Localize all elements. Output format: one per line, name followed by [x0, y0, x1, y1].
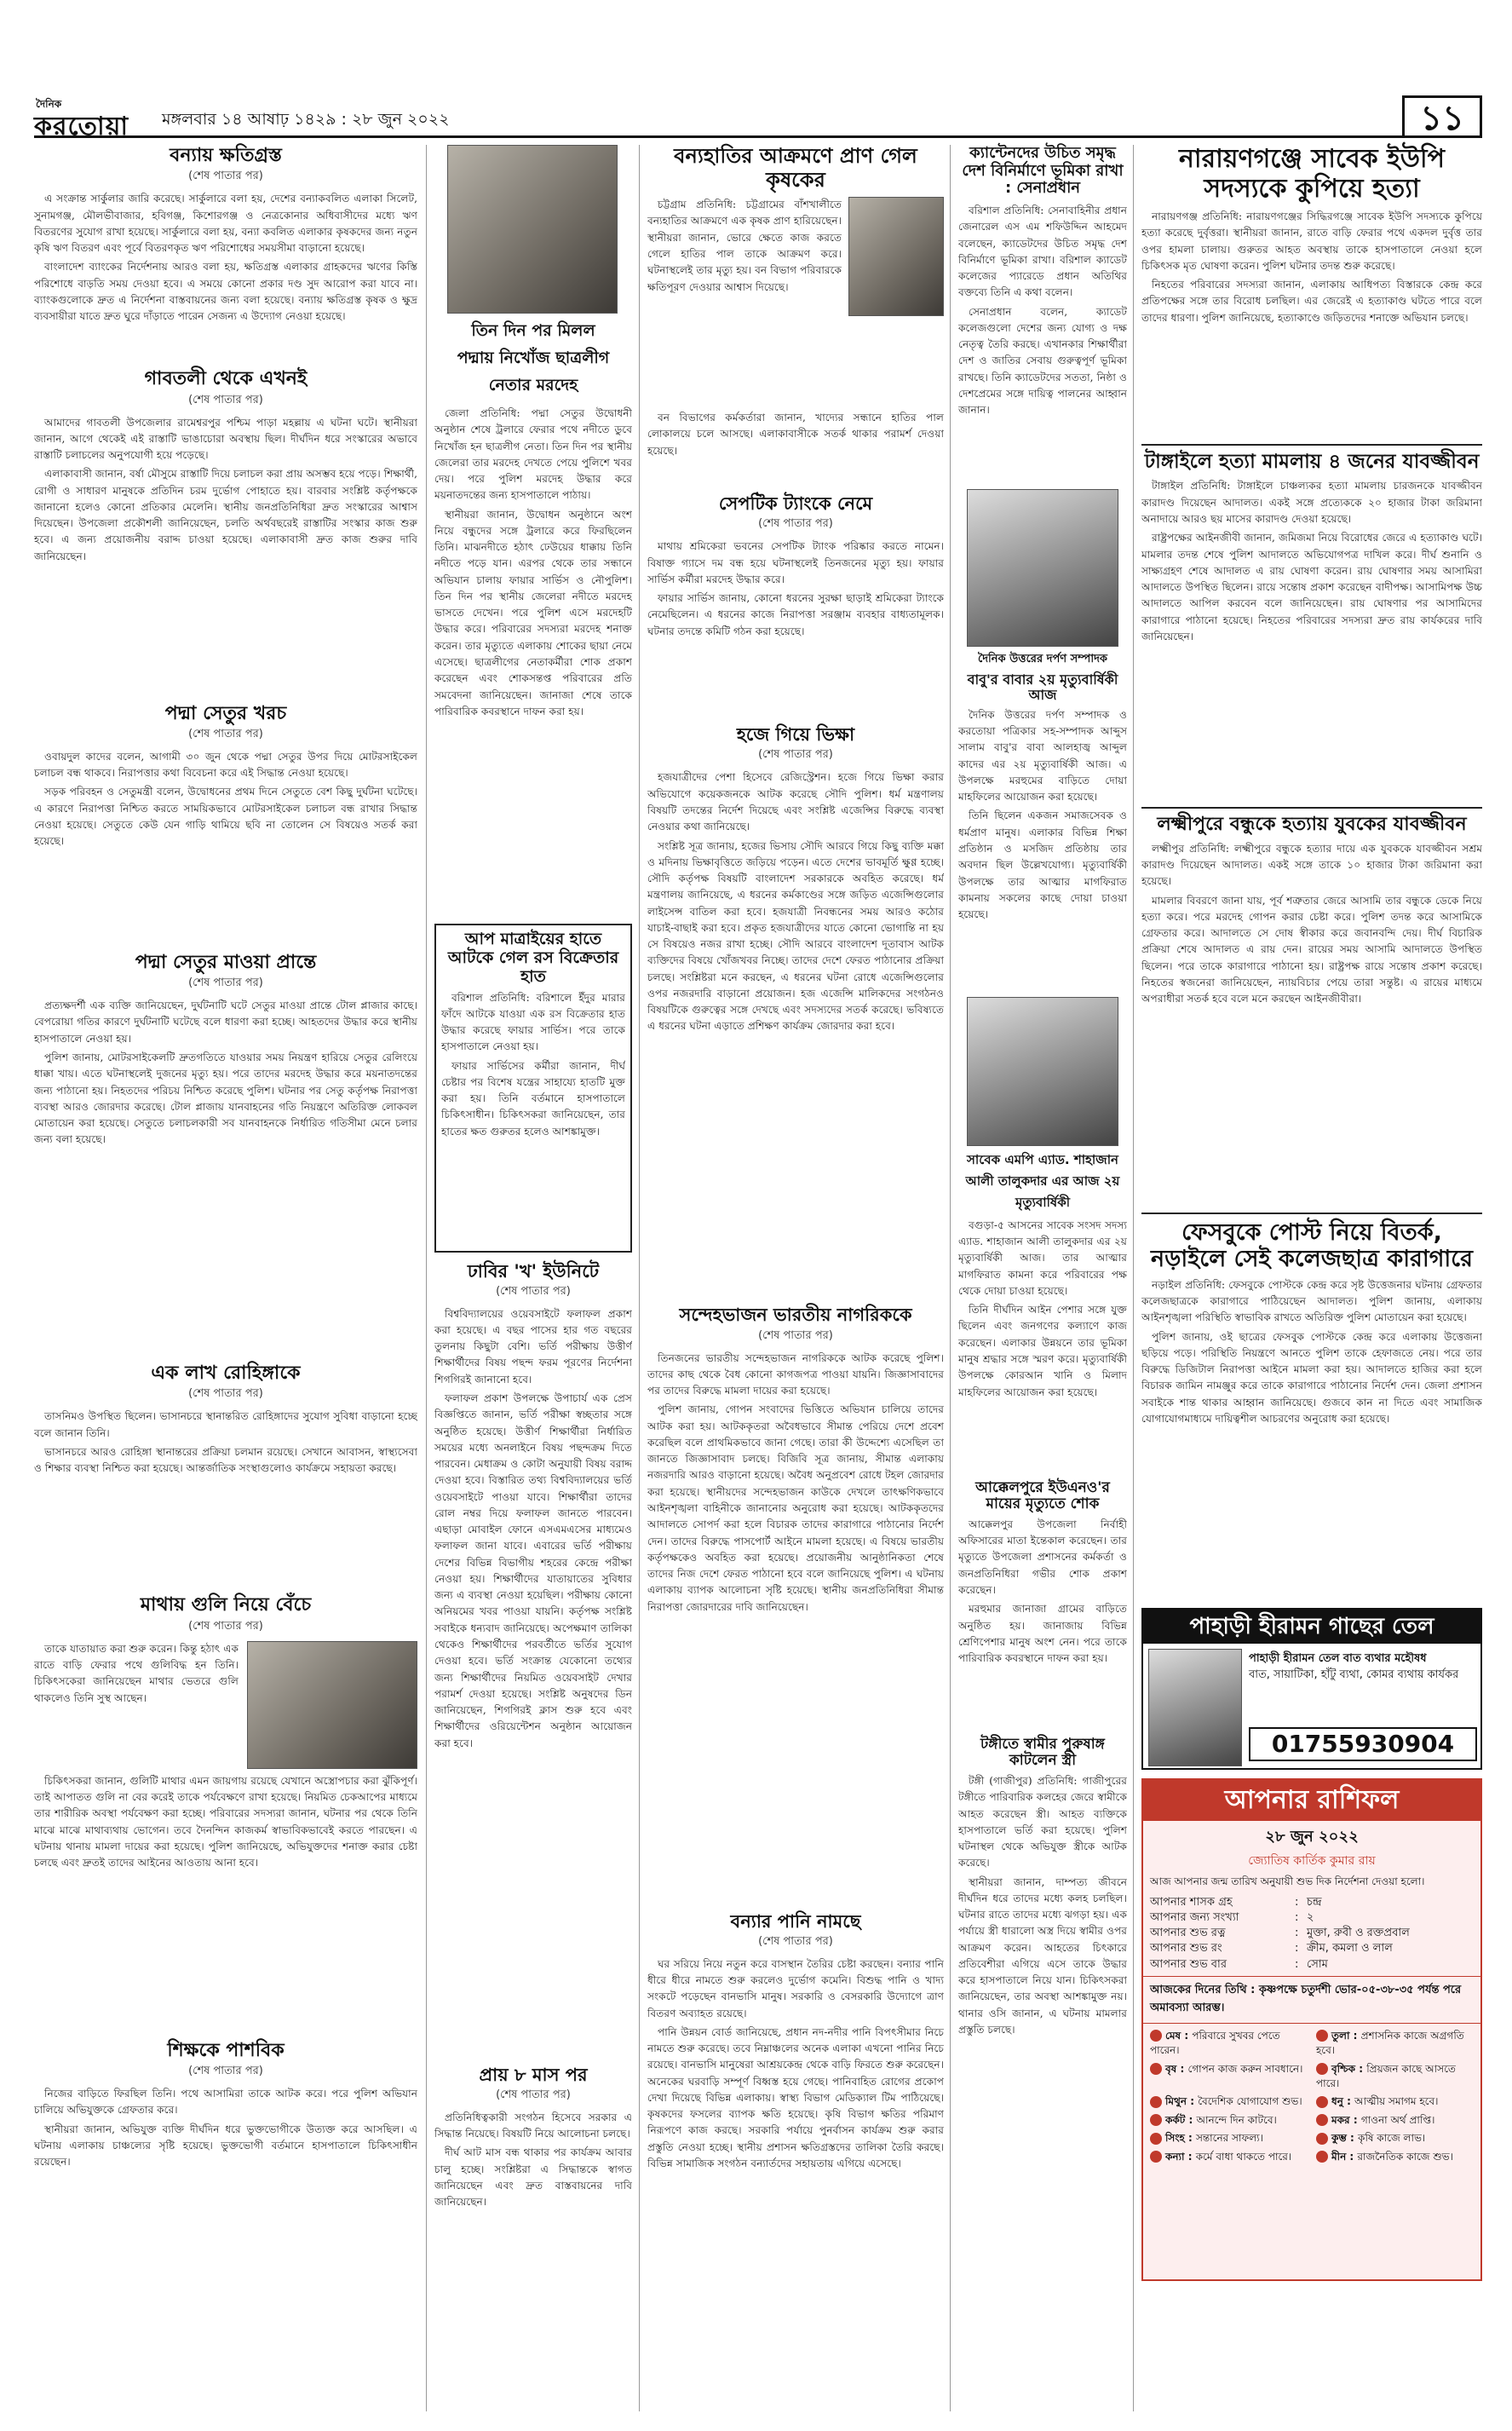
- article-body: লক্ষ্মীপুর প্রতিনিধি: লক্ষ্মীপুরে বন্ধুকে হত্যার দায়ে এক যুবককে যাবজ্জীবন সশ্রম কারাদণ্ড দিয়েছেন আদালত। একই সঙ্গে তাকে ১০ হাজার টাকা জরিমানা করা হয়েছে। মামলার বিবরণে জানা যায়, পূর্ব শত্রুতার জেরে আসামি তার বন্ধুকে ডেকে নিয়ে হত্যা করে। পরে মরদেহ গোপন করার চেষ্টা করে। পুলিশ তদন্ত করে আসামিকে গ্রেফতার করে। আদালতে সে দোষ স্বীকার করে জবানবন্দি দেয়। দীর্ঘ বিচারিক প্রক্রিয়া শেষে আদালত এ রায় দেন। রায়ের সময় আসামি আদালতে উপস্থিত ছিলেন। পরে তাকে কারাগারে পাঠানো হয়। রাষ্ট্রপক্ষ রায়ে সন্তোষ প্রকাশ করেছে। নিহতের স্বজনেরা জানিয়েছেন, ন্যায়বিচার পেয়ে তারা সন্তুষ্ট। এ রায়ের মাধ্যমে অপরাধীরা সতর্ক হবে বলে মনে করছেন আইনজীবীরা।: [1141, 842, 1482, 1005]
- zodiac-text: আনন্দে দিন কাটবে।: [1196, 2113, 1277, 2126]
- zodiac-icon: [1316, 2096, 1328, 2108]
- masthead: [34, 95, 1482, 141]
- photo-headline-line: নেতার মরদেহ: [488, 376, 578, 395]
- article-body: চিকিৎসকরা জানান, গুলিটি মাথার এমন জায়গায় রয়েছে যেখানে অস্ত্রোপচার করা ঝুঁকিপূর্ণ। তাই আপাতত গুলি না বের করেই তাকে পর্যবেক্ষণে রাখা হয়েছে। নিয়মিত চেকআপের মাধ্যমে তার শারীরিক অবস্থা পর্যবেক্ষণ করা হচ্ছে। পরিবারের সদস্যরা জানান, ঘটনার পর থেকে তিনি মাঝে মাঝে মাথাব্যথায় ভোগেন। তবে দৈনন্দিন কাজকর্ম স্বাভাবিকভাবেই করতে পারছেন। এ ঘটনায় থানায় মামলা দায়ের করা হয়েছে। পুলিশ জানিয়েছে, অভিযুক্তদের শনাক্ত করার চেষ্টা চলছে এবং দ্রুতই তাদের আইনের আওতায় আনা হবে।: [34, 1774, 417, 1869]
- logo: [34, 97, 145, 141]
- zodiac-entry: [1316, 2131, 1474, 2146]
- zodiac-entry: [1150, 2094, 1308, 2109]
- zodiac-entry: [1150, 2131, 1308, 2146]
- zodiac-icon: [1150, 2063, 1162, 2075]
- zodiac-text: সন্তানের সাফল্য।: [1195, 2132, 1263, 2145]
- article-body: আক্কেলপুর উপজেলা নির্বাহী অফিসারের মাতা ইন্তেকাল করেছেন। তার মৃত্যুতে উপজেলা প্রশাসনের কর্মকর্তা ও জনপ্রতিনিধিরা গভীর শোক প্রকাশ করেছেন। মরহুমার জানাজা গ্রামের বাড়িতে অনুষ্ঠিত হয়। জানাজায় বিভিন্ন শ্রেণিপেশার মানুষ অংশ নেন। পরে তাকে পারিবারিক কবরস্থানে দাফন করা হয়।: [958, 1518, 1127, 1665]
- ad-line: বাত, সায়াটিকা, হাঁটু ব্যথা, কোমর ব্যথায় কার্যকর: [1249, 1668, 1459, 1682]
- column-2: [434, 145, 632, 2272]
- info-separator: :: [1295, 1942, 1299, 1956]
- info-value: চন্দ্র: [1307, 1895, 1322, 1909]
- photo-caption: সাবেক এমপি এ্যাড. শাহাজান আলী তালুকদার এর আজ ২য় মৃত্যুবার্ষিকী: [965, 1151, 1120, 1210]
- article-body: টঙ্গী (গাজীপুর) প্রতিনিধি: গাজীপুরের টঙ্গীতে পারিবারিক কলহের জেরে স্বামীকে আহত করেছেন স্ত্রী। আহত ব্যক্তিকে হাসপাতালে ভর্তি করা হয়েছে। পুলিশ ঘটনাস্থল থেকে অভিযুক্ত স্ত্রীকে আটক করেছে। স্থানীয়রা জানান, দাম্পত্য জীবনে দীর্ঘদিন ধরে তাদের মধ্যে কলহ চলছিল। ঘটনার রাতে তাদের মধ্যে ঝগড়া হয়। এক পর্যায়ে স্ত্রী ধারালো অস্ত্র দিয়ে স্বামীর ওপর আক্রমণ করেন। আহতের চিৎকারে প্রতিবেশীরা এগিয়ে এসে তাকে উদ্ধার করে হাসপাতালে নিয়ে যান। চিকিৎসকরা জানিয়েছেন, তার অবস্থা আশঙ্কামুক্ত নয়। থানার ওসি জানান, এ ঘটনায় মামলার প্রস্তুতি চলছে।: [958, 1775, 1127, 2036]
- continuation-note: (শেষ পাতার পর): [758, 1934, 833, 1948]
- article-body: নারায়ণগঞ্জ প্রতিনিধি: নারায়ণগঞ্জের সিদ্ধিরগঞ্জে সাবেক ইউপি সদস্যকে কুপিয়ে হত্যা করেছে দুর্বৃত্তরা। স্থানীয়রা জানান, রাতে বাড়ি ফেরার পথে একদল দুর্বৃত্ত তার ওপর হামলা চালায়। গুরুতর আহত অবস্থায় তাকে হাসপাতালে নেওয়া হলে চিকিৎসক মৃত ঘোষণা করেন। পুলিশ ঘটনার তদন্ত শুরু করেছে। নিহতের পরিবারের সদস্যরা জানান, এলাকায় আধিপত্য বিস্তারকে কেন্দ্র করে প্রতিপক্ষের সঙ্গে তার বিরোধ চলছিল। এর জেরেই এ হত্যাকাণ্ড ঘটতে পারে বলে তাদের ধারণা। পুলিশ জানিয়েছে, হত্যাকাণ্ডে জড়িতদের শনাক্তে অভিযান চলছে।: [1141, 210, 1482, 324]
- article-body: টাঙ্গাইল প্রতিনিধি: টাঙ্গাইলে চাঞ্চল্যকর হত্যা মামলায় চারজনকে যাবজ্জীবন কারাদণ্ড দিয়েছেন আদালত। একই সঙ্গে প্রত্যেককে ২০ হাজার টাকা জরিমানা অনাদায়ে আরও ছয় মাসের কারাদণ্ড দেওয়া হয়েছে। রাষ্ট্রপক্ষের আইনজীবী জানান, জমিজমা নিয়ে বিরোধের জেরে এ হত্যাকাণ্ড ঘটে। মামলার তদন্ত শেষে পুলিশ আদালতে অভিযোগপত্র দাখিল করে। দীর্ঘ শুনানি ও সাক্ষ্যগ্রহণ শেষে আদালত এ রায় ঘোষণা করেন। রায় ঘোষণার সময় আসামিরা আদালতে উপস্থিত ছিলেন। রায়ে সন্তোষ প্রকাশ করেছেন বাদীপক্ষ। আসামিপক্ষ উচ্চ আদালতে আপিল করবেন বলে জানিয়েছেন। রায় ঘোষণার পর আসামিদের কারাগারে পাঠানো হয়েছে। নিহতের পরিবারের সদস্যরা দ্রুত রায় কার্যকরের দাবি জানিয়েছেন।: [1141, 480, 1482, 642]
- horoscope-date: ২৮ জুন ২০২২: [1265, 1827, 1359, 1846]
- headline: ফেসবুকে পোস্ট নিয়ে বিতর্ক, নড়াইলে সেই কলেজছাত্র কারাগারে: [1151, 1218, 1473, 1272]
- zodiac-name: ধনু :: [1331, 2095, 1355, 2108]
- zodiac-entry: [1316, 2062, 1474, 2092]
- article-body: তাকে যাতায়াত করা শুরু করেন। কিন্তু হঠাৎ এক রাতে বাড়ি ফেরার পথে গুলিবিদ্ধ হন তিনি। চিকিৎসকেরা জানিয়েছেন মাথার ভেতরে গুলি থাকলেও তিনি সুস্থ আছেন।: [34, 1642, 239, 1704]
- zodiac-entry: [1150, 2062, 1308, 2092]
- article-body: আমাদের গাবতলী উপজেলার রামেশ্বরপুর পশ্চিম পাড়া মহল্লায় এ ঘটনা ঘটে। স্থানীয়রা জানান, আগে থেকেই এই রাস্তাটি ভাঙাচোরা অবস্থায় ছিল। দীর্ঘদিন ধরে সংস্কারের অভাবে রাস্তাটি চলাচলের অনুপযোগী হয়ে পড়েছে। এলাকাবাসী জানান, বর্ষা মৌসুমে রাস্তাটি দিয়ে চলাচল করা প্রায় অসম্ভব হয়ে পড়ে। শিক্ষার্থী, রোগী ও সাধারণ মানুষকে প্রতিদিন চরম দুর্ভোগ পোহাতে হয়। বারবার সংশ্লিষ্ট কর্তৃপক্ষকে জানানো হলেও কোনো প্রতিকার মেলেনি। স্থানীয় জনপ্রতিনিধিরা দ্রুত সংস্কারের আশ্বাস দিয়েছেন। উপজেলা প্রকৌশলী জানিয়েছেন, চলতি অর্থবছরেই রাস্তাটির সংস্কার কাজ শুরু হবে। এ জন্য প্রয়োজনীয় বরাদ্দ চাওয়া হয়েছে। এলাকাবাসী দ্রুত কাজ শুরুর দাবি জানিয়েছেন।: [34, 416, 417, 562]
- continuation-note: (শেষ পাতার পর): [188, 170, 263, 183]
- article-body: মাথায় শ্রমিকেরা ভবনের সেপটিক ট্যাংক পরিষ্কার করতে নামেন। বিষাক্ত গ্যাসে দম বন্ধ হয়ে ঘটনাস্থলেই তিনজনের মৃত্যু হয়। ফায়ার সার্ভিস কর্মীরা মরদেহ উদ্ধার করে। ফায়ার সার্ভিস জানায়, কোনো ধরনের সুরক্ষা ছাড়াই শ্রমিকেরা ট্যাংকে নেমেছিলেন। এ ধরনের কাজে নিরাপত্তা সরঞ্জাম ব্যবহার বাধ্যতামূলক। ঘটনার তদন্তে কমিটি গঠন করা হয়েছে।: [647, 540, 944, 637]
- headline: প্রায় ৮ মাস পর: [479, 2064, 588, 2085]
- continuation-note: (শেষ পাতার পর): [188, 2065, 263, 2078]
- headline: ঢাবির 'খ' ইউনিটে: [467, 1260, 600, 1282]
- zodiac-entry: [1316, 2094, 1474, 2109]
- article-body: ওবায়দুল কাদের বলেন, আগামী ৩০ জুন থেকে পদ্মা সেতুর উপর দিয়ে মোটরসাইকেল চলাচল বন্ধ থাকবে। নিরাপত্তার কথা বিবেচনা করে এই সিদ্ধান্ত নেওয়া হয়েছে। সড়ক পরিবহন ও সেতুমন্ত্রী বলেন, উদ্বোধনের প্রথম দিনে সেতুতে বেশ কিছু দুর্ঘটনা ঘটেছে। এ কারণে নিরাপত্তা নিশ্চিত করতে সাময়িকভাবে মোটরসাইকেল চলাচল বন্ধ রাখার সিদ্ধান্ত নেওয়া হয়েছে। সেতুতে কেউ যেন গাড়ি থামিয়ে ছবি না তোলেন সে বিষয়েও সতর্ক করা হয়েছে।: [34, 750, 417, 848]
- ad-phone: 01755930904: [1249, 1727, 1477, 1761]
- news-photo: [848, 197, 944, 316]
- zodiac-text: আত্মীয় সমাগম হবে।: [1354, 2095, 1439, 2108]
- article-body: বরিশাল প্রতিনিধি: বরিশালে ইঁদুর মারার ফাঁদে আটকে যাওয়া এক রস বিক্রেতার হাত উদ্ধার করেছে ফায়ার সার্ভিস। পরে তাকে হাসপাতালে নেওয়া হয়। ফায়ার সার্ভিসের কর্মীরা জানান, দীর্ঘ চেষ্টার পর বিশেষ যন্ত্রের সাহায্যে হাতটি মুক্ত করা হয়। তিনি বর্তমানে হাসপাতালে চিকিৎসাধীন। চিকিৎসকরা জানিয়েছেন, তার হাতের ক্ষত গুরুতর হলেও আশঙ্কামুক্ত।: [441, 991, 625, 1138]
- info-label: আপনার শুভ রং: [1150, 1942, 1222, 1956]
- headline: টঙ্গীতে স্বামীর পুরুষাঙ্গ কাটলেন স্ত্রী: [980, 1735, 1105, 1770]
- zodiac-text: প্রিয়জন কাছে আসতে পারে।: [1316, 2062, 1456, 2089]
- info-value: মুক্তা, রুবী ও রক্তপ্রবাল: [1307, 1927, 1410, 1940]
- dateline: মঙ্গলবার ১৪ আষাঢ় ১৪২৯ : ২৮ জুন ২০২২: [162, 110, 450, 129]
- info-separator: :: [1295, 1927, 1299, 1940]
- zodiac-text: গাওনা অর্থ প্রাপ্তি।: [1360, 2113, 1435, 2126]
- zodiac-icon: [1150, 2096, 1162, 2108]
- headline: বাবু'র বাবার ২য় মৃত্যুবার্ষিকী আজ: [967, 671, 1118, 704]
- headline: টাঙ্গাইলে হত্যা মামলায় ৪ জনের যাবজ্জীবন: [1144, 451, 1480, 473]
- zodiac-name: কুম্ভ :: [1331, 2132, 1359, 2145]
- headline: নারায়ণগঞ্জে সাবেক ইউপি সদস্যকে কুপিয়ে হত্যা: [1178, 144, 1446, 204]
- article-body: প্রতিনিধিত্বকারী সংগঠন হিসেবে সরকার এ সিদ্ধান্ত নিয়েছে। বিষয়টি নিয়ে আলোচনা চলছে। দীর্ঘ আট মাস বন্ধ থাকার পর কার্যক্রম আবার চালু হচ্ছে। সংশ্লিষ্টরা এ সিদ্ধান্তকে স্বাগত জানিয়েছেন এবং দ্রুত বাস্তবায়নের দাবি জানিয়েছেন।: [434, 2111, 632, 2209]
- horoscope-info-row: [1150, 1957, 1474, 1973]
- article-with-photo: [34, 1641, 417, 2033]
- zodiac-name: কর্কট :: [1165, 2113, 1197, 2126]
- article-body: বগুড়া-৫ আসনের সাবেক সংসদ সদস্য এ্যাড. শাহাজান আলী তালুকদার এর ২য় মৃত্যুবার্ষিকী আজ। তার আত্মার মাগফিরাত কামনা করে পরিবারের পক্ষ থেকে দোয়া চাওয়া হয়েছে। তিনি দীর্ঘদিন আইন পেশার সঙ্গে যুক্ত ছিলেন এবং জনগণের কল্যাণে কাজ করেছেন। এলাকার উন্নয়নে তার ভূমিকা মানুষ শ্রদ্ধার সঙ্গে স্মরণ করে। মৃত্যুবার্ষিকী উপলক্ষে কোরআন খানি ও মিলাদ মাহফিলের আয়োজন করা হয়েছে।: [958, 1218, 1127, 1398]
- zodiac-icon: [1150, 2133, 1162, 2145]
- zodiac-name: মীন :: [1331, 2150, 1358, 2163]
- article-body: বন বিভাগের কর্মকর্তারা জানান, খাদ্যের সন্ধানে হাতির পাল লোকালয়ে চলে আসছে। এলাকাবাসীকে সতর্ক থাকার পরামর্শ দেওয়া হয়েছে।: [647, 412, 944, 457]
- ad-photo: [1148, 1649, 1242, 1766]
- section-divider: [1141, 1213, 1482, 1214]
- zodiac-entry: [1316, 2113, 1474, 2128]
- headline: পদ্মা সেতুর খরচ: [164, 702, 287, 724]
- continuation-note: (শেষ পাতার পর): [758, 1328, 833, 1342]
- portrait-photo: [967, 489, 1118, 647]
- column-4: [958, 145, 1127, 2148]
- continuation-note: (শেষ পাতার পর): [188, 727, 263, 740]
- zodiac-name: কন্যা :: [1165, 2150, 1196, 2163]
- article-body: তিনজনের ভারতীয় সন্দেহভাজন নাগরিককে আটক করেছে পুলিশ। তাদের কাছ থেকে বৈধ কোনো কাগজপত্র পাওয়া যায়নি। জিজ্ঞাসাবাদের পর তাদের বিরুদ্ধে মামলা দায়ের করা হয়েছে। পুলিশ জানায়, গোপন সংবাদের ভিত্তিতে অভিযান চালিয়ে তাদের আটক করা হয়। আটককৃতরা অবৈধভাবে সীমান্ত পেরিয়ে দেশে প্রবেশ করেছিল বলে প্রাথমিকভাবে জানা গেছে। তারা কী উদ্দেশ্যে এসেছিল তা জানতে জিজ্ঞাসাবাদ চলছে। বিজিবি সূত্র জানায়, সীমান্ত এলাকায় নজরদারি আরও বাড়ানো হয়েছে। অবৈধ অনুপ্রবেশ রোধে টহল জোরদার করা হয়েছে। স্থানীয়দের সন্দেহভাজন কাউকে দেখলে তাৎক্ষণিকভাবে আইনশৃঙ্খলা বাহিনীকে জানানোর অনুরোধ করা হয়েছে। আটককৃতদের আদালতে সোপর্দ করা হলে বিচারক তাদের কারাগারে পাঠানোর নির্দেশ দেন। তাদের বিরুদ্ধে পাসপোর্ট আইনে মামলা হয়েছে। এ বিষয়ে ভারতীয় কর্তৃপক্ষকেও অবহিত করা হয়েছে। প্রয়োজনীয় আনুষ্ঠানিকতা শেষে তাদের নিজ দেশে ফেরত পাঠানো হবে বলে জানিয়েছে পুলিশ। এ ঘটনায় এলাকায় ব্যাপক আলোচনা সৃষ্টি হয়েছে। স্থানীয় জনপ্রতিনিধিরা সীমান্ত নিরাপত্তা জোরদারের দাবি জানিয়েছেন।: [647, 1351, 944, 1613]
- logo-big-text: করতোয়া: [34, 112, 129, 141]
- article-body: এ সংক্রান্ত সার্কুলার জারি করেছে। সার্কুলারে বলা হয়, দেশের বন্যাকবলিত এলাকা সিলেট, সুনামগঞ্জ, মৌলভীবাজার, হবিগঞ্জ, কিশোরগঞ্জ ও নেত্রকোনার অধিবাসীদের মধ্যে ঋণ বিতরণের সুযোগ রাখা হয়েছে। সার্কুলারে বলা হয়, বন্যা কবলিত এলাকার কৃষকদের জন্য নতুন কৃষি ঋণ বিতরণ এবং পূর্বে বিতরণকৃত ঋণ পরিশোধের সময়সীমা বাড়ানো হয়েছে। বাংলাদেশ ব্যাংকের নির্দেশনায় আরও বলা হয়, ক্ষতিগ্রস্ত এলাকার গ্রাহকদের ঋণের কিস্তি পরিশোধে বাড়তি সময় দেওয়া হবে। এ সময়ে কোনো প্রকার দণ্ড সুদ আরোপ করা যাবে না। ব্যাংকগুলোকে দ্রুত এ নির্দেশনা বাস্তবায়নের জন্য বলা হয়েছে। বন্যায় ক্ষতিগ্রস্ত কৃষক ও ক্ষুদ্র ব্যবসায়ীরা যাতে দ্রুত ঘুরে দাঁড়াতে পারেন সেজন্য এ উদ্যোগ নেওয়া হয়েছে।: [34, 193, 417, 323]
- zodiac-entry: [1150, 2150, 1308, 2164]
- info-value: ২: [1307, 1911, 1314, 1925]
- continuation-note: (শেষ পাতার পর): [188, 1619, 263, 1633]
- zodiac-icon: [1316, 2114, 1328, 2126]
- ad-title: পাহাড়ী হীরামন গাছের তেল: [1143, 1610, 1480, 1644]
- article-body: চট্টগ্রাম প্রতিনিধি: চট্টগ্রামের বাঁশখালীতে বন্যহাতির আক্রমণে এক কৃষক প্রাণ হারিয়েছেন। স্থানীয়রা জানান, ভোরে ক্ষেতে কাজ করতে গেলে হাতির পাল তাকে আক্রমণ করে। ঘটনাস্থলেই তার মৃত্যু হয়। বন বিভাগ পরিবারকে ক্ষতিপূরণ দেওয়ার আশ্বাস দিয়েছে।: [647, 199, 842, 293]
- headline: শিক্ষকে পাশবিক: [167, 2039, 285, 2061]
- zodiac-name: তুলা :: [1331, 2029, 1361, 2042]
- horoscope-signs-grid: [1143, 2024, 1480, 2169]
- photo-block: [958, 489, 1127, 651]
- zodiac-text: প্রশাসনিক কাজে অগ্রগতি হবে।: [1316, 2029, 1464, 2057]
- article-body: ঘর সরিয়ে নিয়ে নতুন করে বাসস্থান তৈরির চেষ্টা করছেন। বন্যার পানি ধীরে ধীরে নামতে শুরু করলেও দুর্ভোগ কমেনি। বিশুদ্ধ পানি ও খাদ্য সংকটে পড়েছেন বানভাসি মানুষ। সরকারি ও বেসরকারি উদ্যোগে ত্রাণ বিতরণ অব্যাহত রয়েছে। পানি উন্নয়ন বোর্ড জানিয়েছে, প্রধান নদ-নদীর পানি বিপৎসীমার নিচে নামতে শুরু করেছে। তবে নিম্নাঞ্চলের অনেক এলাকা এখনো পানির নিচে রয়েছে। বানভাসি মানুষেরা আশ্রয়কেন্দ্র থেকে বাড়ি ফিরতে শুরু করেছেন। অনেকের ঘরবাড়ি সম্পূর্ণ বিধ্বস্ত হয়ে গেছে। পানিবাহিত রোগের প্রকোপ দেখা দিয়েছে বিভিন্ন এলাকায়। স্বাস্থ্য বিভাগ মেডিক্যাল টিম পাঠিয়েছে। কৃষকদের ফসলের ব্যাপক ক্ষতি হয়েছে। কৃষি বিভাগ ক্ষতির পরিমাণ নিরূপণে কাজ করছে। সরকারি পর্যায়ে পুনর্বাসন কার্যক্রম শুরু করার প্রস্তুতি নেওয়া হচ্ছে। স্থানীয় প্রশাসন ক্ষতিগ্রস্তদের তালিকা তৈরি করছে। বিভিন্ন সামাজিক সংগঠন বন্যার্তদের সহায়তায় এগিয়ে এসেছে।: [647, 1957, 944, 2169]
- zodiac-name: সিংহ :: [1165, 2132, 1196, 2145]
- zodiac-name: মেষ :: [1165, 2029, 1193, 2042]
- zodiac-text: গোপন কাজ করুন সাবধানে।: [1187, 2062, 1303, 2075]
- zodiac-icon: [1150, 2114, 1162, 2126]
- continuation-note: (শেষ পাতার পর): [758, 517, 833, 531]
- info-separator: :: [1295, 1895, 1299, 1909]
- photo-block: [434, 145, 632, 315]
- horoscope-info-row: [1150, 1941, 1474, 1956]
- zodiac-text: কর্মে বাধা থাকতে পারে।: [1195, 2150, 1292, 2163]
- portrait-photo: [447, 145, 618, 314]
- logo-small-text: দৈনিক: [36, 98, 62, 110]
- section-divider: [1141, 444, 1482, 446]
- ad-text: [1249, 1650, 1477, 1684]
- info-separator: :: [1295, 1911, 1299, 1925]
- column-divider: [1133, 145, 1134, 2411]
- zodiac-text: পরিবারে সুখবর পেতে পারেন।: [1150, 2029, 1280, 2057]
- zodiac-entry: [1150, 2029, 1308, 2059]
- continuation-note: (শেষ পাতার পর): [188, 1387, 263, 1401]
- zodiac-name: মকর :: [1331, 2113, 1361, 2126]
- column-divider: [950, 145, 951, 2411]
- photo-caption: দৈনিক উত্তরের দর্পণ সম্পাদক: [977, 653, 1108, 666]
- zodiac-icon: [1316, 2030, 1328, 2042]
- headline: সেপটিক ট্যাংকে নেমে: [718, 493, 873, 515]
- zodiac-icon: [1316, 2151, 1328, 2163]
- article-body: তাসনিমও উপস্থিত ছিলেন। ভাসানচরে স্থানান্তরিত রোহিঙ্গাদের সুযোগ সুবিধা বাড়ানো হচ্ছে বলে জানান তিনি। ভাসানচরে আরও রোহিঙ্গা স্থানান্তরের প্রক্রিয়া চলমান রয়েছে। সেখানে আবাসন, স্বাস্থ্যসেবা ও শিক্ষার ব্যবস্থা নিশ্চিত করা হয়েছে। আন্তর্জাতিক সংস্থাগুলোও কার্যক্রমে সহায়তা করছে।: [34, 1410, 417, 1475]
- zodiac-icon: [1150, 2030, 1162, 2042]
- zodiac-text: বৈদেশিক যোগাযোগ শুভ।: [1198, 2095, 1302, 2108]
- boxed-story: [434, 924, 632, 1253]
- advertisement: [1141, 1608, 1482, 1770]
- horoscope-info-row: [1150, 1910, 1474, 1926]
- continuation-note: (শেষ পাতার পর): [496, 1284, 571, 1298]
- zodiac-icon: [1316, 2133, 1328, 2145]
- headline: বন্যহাতির আক্রমণে প্রাণ গেল কৃষকের: [674, 144, 917, 192]
- horoscope-info-row: [1150, 1895, 1474, 1910]
- article-body: বরিশাল প্রতিনিধি: সেনাবাহিনীর প্রধান জেনারেল এস এম শফিউদ্দিন আহমেদ বলেছেন, ক্যাডেটদের উচিত সমৃদ্ধ দেশ বিনির্মাণে ভূমিকা রাখা। বরিশাল ক্যাডেট কলেজের প্যারেডে প্রধান অতিথির বক্তব্যে তিনি এ কথা বলেন। সেনাপ্রধান বলেন, ক্যাডেট কলেজগুলো দেশের জন্য যোগ্য ও দক্ষ নেতৃত্ব তৈরি করছে। এখানকার শিক্ষার্থীরা দেশ ও জাতির সেবায় গুরুত্বপূর্ণ ভূমিকা রাখছে। তিনি ক্যাডেটদের সততা, নিষ্ঠা ও দেশপ্রেমের সঙ্গে দায়িত্ব পালনের আহ্বান জানান।: [958, 205, 1127, 417]
- headline: লক্ষ্মীপুরে বন্ধুকে হত্যায় যুবকের যাবজ্জীবন: [1157, 814, 1467, 836]
- column-divider: [639, 145, 640, 2411]
- zodiac-entry: [1316, 2150, 1474, 2164]
- headline: গাবতলী থেকে এখনই: [144, 368, 308, 390]
- page-number: ১১: [1402, 95, 1482, 138]
- article-body: বিশ্ববিদ্যালয়ের ওয়েবসাইটে ফলাফল প্রকাশ করা হয়েছে। এ বছর পাসের হার গত বছরের তুলনায় কিছুটা বেশি। ভর্তি পরীক্ষায় উত্তীর্ণ শিক্ষার্থীদের বিষয় পছন্দ ফরম পূরণের নির্দেশনা শিগগিরই জানানো হবে। ফলাফল প্রকাশ উপলক্ষে উপাচার্য এক প্রেস বিজ্ঞপ্তিতে জানান, ভর্তি পরীক্ষা স্বচ্ছতার সঙ্গে অনুষ্ঠিত হয়েছে। উত্তীর্ণ শিক্ষার্থীরা নির্ধারিত সময়ের মধ্যে অনলাইনে বিষয় পছন্দক্রম দিতে পারবেন। মেধাক্রম ও কোটা অনুযায়ী বিষয় বরাদ্দ দেওয়া হবে। বিস্তারিত তথ্য বিশ্ববিদ্যালয়ের ভর্তি ওয়েবসাইটে পাওয়া যাবে। শিক্ষার্থীরা তাদের রোল নম্বর দিয়ে ফলাফল জানতে পারবেন। এছাড়া মোবাইল ফোনে এসএমএসের মাধ্যমেও ফলাফল জানা যাবে। এবারের ভর্তি পরীক্ষায় দেশের বিভিন্ন বিভাগীয় শহরের কেন্দ্রে পরীক্ষা নেওয়া হয়। শিক্ষার্থীদের যাতায়াতের সুবিধার জন্য এ ব্যবস্থা নেওয়া হয়েছিল। পরীক্ষায় কোনো অনিয়মের খবর পাওয়া যায়নি। কর্তৃপক্ষ সংশ্লিষ্ট সবাইকে ধন্যবাদ জানিয়েছে। অপেক্ষমাণ তালিকা থেকেও শিক্ষার্থীদের পরবর্তীতে ভর্তির সুযোগ দেওয়া হবে। ভর্তি সংক্রান্ত যেকোনো তথ্যের জন্য শিক্ষার্থীদের নিয়মিত ওয়েবসাইট দেখার পরামর্শ দেওয়া হয়েছে। সংশ্লিষ্ট অনুষদের ডিন জানিয়েছেন, শিগগিরই ক্লাস শুরু হবে এবং শিক্ষার্থীদের ওরিয়েন্টেশন অনুষ্ঠান আয়োজন করা হবে।: [434, 1307, 632, 1749]
- info-label: আপনার শুভ রত্ন: [1150, 1927, 1226, 1940]
- column-1: [34, 145, 417, 2239]
- info-label: আপনার শুভ বার: [1150, 1957, 1227, 1971]
- info-value: ক্রীম, কমলা ও লাল: [1307, 1942, 1393, 1956]
- horoscope-box: [1141, 1778, 1482, 2281]
- horoscope-author: জ্যোতিষ কার্তিক কুমার রায়: [1248, 1853, 1376, 1868]
- article-body: প্রত্যক্ষদর্শী এক ব্যক্তি জানিয়েছেন, দুর্ঘটনাটি ঘটে সেতুর মাওয়া প্রান্তে টোল প্লাজার কাছে। বেপরোয়া গতির কারণে দুর্ঘটনাটি ঘটেছে বলে ধারণা করা হচ্ছে। আহতদের উদ্ধার করে স্থানীয় হাসপাতালে নেওয়া হয়। পুলিশ জানায়, মোটরসাইকেলটি দ্রুতগতিতে যাওয়ার সময় নিয়ন্ত্রণ হারিয়ে সেতুর রেলিংয়ে ধাক্কা খায়। এতে ঘটনাস্থলেই দুজনের মৃত্যু হয়। পরে তাদের মরদেহ উদ্ধার করে ময়নাতদন্তের জন্য পাঠানো হয়। নিহতদের পরিচয় নিশ্চিত করেছে পুলিশ। ঘটনার পর সেতু কর্তৃপক্ষ নিরাপত্তা ব্যবস্থা আরও জোরদার করেছে। টোল প্লাজায় যানবাহনের গতি নিয়ন্ত্রণে অতিরিক্ত লোকবল মোতায়েন করা হয়েছে। সেতুতে চলাচলকারী সব যানবাহনকে নির্ধারিত গতিসীমা মেনে চলার জন্য বলা হয়েছে।: [34, 999, 417, 1146]
- zodiac-name: বৃশ্চিক :: [1331, 2062, 1367, 2075]
- horoscope-title: আপনার রাশিফল: [1143, 1780, 1480, 1821]
- article-with-photo: [647, 197, 944, 410]
- horoscope-info-row: [1150, 1926, 1474, 1941]
- continuation-note: (শেষ পাতার পর): [188, 976, 263, 990]
- info-separator: :: [1295, 1957, 1299, 1971]
- headline: হজে গিয়ে ভিক্ষা: [736, 724, 855, 746]
- zodiac-text: রাজনৈতিক কাজে শুভ।: [1357, 2150, 1453, 2163]
- zodiac-icon: [1150, 2151, 1162, 2163]
- article-body: দৈনিক উত্তরের দর্পণ সম্পাদক ও করতোয়া পত্রিকার সহ-সম্পাদক আব্দুস সালাম বাবু'র বাবা আলহাজ্ব আব্দুল কাদের এর ২য় মৃত্যুবার্ষিকী আজ। এ উপলক্ষে মরহুমের বাড়িতে দোয়া মাহফিলের আয়োজন করা হয়েছে। তিনি ছিলেন একজন সমাজসেবক ও ধর্মপ্রাণ মানুষ। এলাকার বিভিন্ন শিক্ষা প্রতিষ্ঠান ও মসজিদ প্রতিষ্ঠায় তার অবদান ছিল উল্লেখযোগ্য। মৃত্যুবার্ষিকী উপলক্ষে তার আত্মার মাগফিরাত কামনায় সকলের কাছে দোয়া চাওয়া হয়েছে।: [958, 708, 1127, 921]
- article-body: নড়াইল প্রতিনিধি: ফেসবুকে পোস্টকে কেন্দ্র করে সৃষ্ট উত্তেজনার ঘটনায় গ্রেফতার কলেজছাত্রকে কারাগারে পাঠিয়েছেন আদালত। পুলিশ জানায়, এলাকায় আইনশৃঙ্খলা পরিস্থিতি স্বাভাবিক রাখতে অতিরিক্ত পুলিশ মোতায়েন করা হয়েছে। পুলিশ জানায়, ওই ছাত্রের ফেসবুক পোস্টকে কেন্দ্র করে এলাকায় উত্তেজনা ছড়িয়ে পড়ে। পরিস্থিতি নিয়ন্ত্রণে আনতে পুলিশ তাকে হেফাজতে নেয়। পরে তার বিরুদ্ধে ডিজিটাল নিরাপত্তা আইনে মামলা করা হয়। আদালতে হাজির করা হলে বিচারক জামিন নামঞ্জুর করে তাকে কারাগারে পাঠানোর নির্দেশ দেন। জেলা প্রশাসন সবাইকে শান্ত থাকার আহ্বান জানিয়েছে। গুজবে কান না দিতে এবং সামাজিক যোগাযোগমাধ্যমে দায়িত্বশীল আচরণের অনুরোধ করা হয়েছে।: [1141, 1278, 1482, 1425]
- headline: ক্যান্টেনদের উচিত সমৃদ্ধ দেশ বিনির্মাণে ভূমিকা রাখা : সেনাপ্রধান: [962, 144, 1124, 198]
- portrait-photo: [967, 997, 1118, 1146]
- headline: আপ মাত্রাইয়ের হাতে আটকে গেল রস বিক্রেতার হাত: [447, 930, 619, 986]
- article-body: নিজের বাড়িতে ফিরছিল তিনি। পথে আসামিরা তাকে আটক করে। পরে পুলিশ অভিযান চালিয়ে অভিযুক্তকে গ্রেফতার করে। স্থানীয়রা জানান, অভিযুক্ত ব্যক্তি দীর্ঘদিন ধরে ভুক্তভোগীকে উত্যক্ত করে আসছিল। এ ঘটনায় এলাকায় চাঞ্চল্যের সৃষ্টি হয়েছে। ভুক্তভোগী বর্তমানে হাসপাতালে চিকিৎসাধীন রয়েছেন।: [34, 2088, 417, 2169]
- horoscope-intro: আজ আপনার জন্ম তারিখ অনুযায়ী শুভ দিক নির্দেশনা দেওয়া হলো।: [1150, 1875, 1425, 1887]
- continuation-note: (শেষ পাতার পর): [188, 393, 263, 406]
- headline: বন্যায় ক্ষতিগ্রস্ত: [170, 145, 282, 166]
- info-value: সোম: [1307, 1957, 1328, 1971]
- zodiac-entry: [1316, 2029, 1474, 2059]
- headline: মাথায় গুলি নিয়ে বেঁচে: [140, 1594, 312, 1616]
- photo-headline-line: তিন দিন পর মিলল: [471, 321, 595, 340]
- continuation-note: (শেষ পাতার পর): [496, 2088, 571, 2101]
- article-body: জেলা প্রতিনিধি: পদ্মা সেতুর উদ্বোধনী অনুষ্ঠান শেষে ট্রলারে ফেরার পথে নদীতে ডুবে নিখোঁজ হন ছাত্রলীগ নেতা। তিন দিন পর স্থানীয় জেলেরা তার মরদেহ দেখতে পেয়ে পুলিশে খবর দেয়। পরে পুলিশ মরদেহ উদ্ধার করে ময়নাতদন্তের জন্য হাসপাতালে পাঠায়। স্থানীয়রা জানান, উদ্বোধন অনুষ্ঠানে অংশ নিয়ে বন্ধুদের সঙ্গে ট্রলারে করে ফিরছিলেন তিনি। মাঝনদীতে হঠাৎ ঢেউয়ের ধাক্কায় তিনি নদীতে পড়ে যান। এরপর থেকে তার সন্ধানে অভিযান চালায় ফায়ার সার্ভিস ও নৌপুলিশ। তিন দিন পর স্থানীয় জেলেরা নদীতে মরদেহ ভাসতে দেখেন। পরে পুলিশ এসে মরদেহটি উদ্ধার করে। পরিবারের সদস্যরা মরদেহ শনাক্ত করেন। তার মৃত্যুতে এলাকায় শোকের ছায়া নেমে এসেছে। ছাত্রলীগের নেতাকর্মীরা শোক প্রকাশ করেছেন এবং শোকসন্তপ্ত পরিবারের প্রতি সমবেদনা জানিয়েছেন। জানাজা শেষে তাকে পারিবারিক কবরস্থানে দাফন করা হয়।: [434, 407, 632, 717]
- news-photo: [247, 1641, 417, 1769]
- headline: এক লাখ রোহিঙ্গাকে: [151, 1362, 301, 1385]
- horoscope-section: [1141, 1778, 1482, 2281]
- photo-headline-line: পদ্মায় নিখোঁজ ছাত্রলীগ: [457, 349, 610, 367]
- zodiac-entry: [1150, 2113, 1308, 2128]
- info-label: আপনার শাসক গ্রহ: [1150, 1895, 1233, 1909]
- zodiac-name: মিথুন :: [1165, 2095, 1199, 2108]
- headline: আক্কেলপুরে ইউএনও'র মায়ের মৃত্যুতে শোক: [975, 1478, 1110, 1513]
- ad-line: পাহাড়ী হীরামন তেল বাত ব্যথার মহৌষধ: [1249, 1651, 1427, 1665]
- continuation-note: (শেষ পাতার পর): [758, 748, 833, 762]
- zodiac-text: কৃষি কাজে লাভ।: [1358, 2132, 1426, 2145]
- column-divider: [426, 145, 427, 2411]
- horoscope-tithi: আজকের দিনের তিথি : কৃষ্ণপক্ষে চতুর্দশী ভোর-০৫-৩৮-৩৫ পর্যন্ত পরে অমাবস্যা আরম্ভ।: [1143, 1976, 1480, 2024]
- headline: পদ্মা সেতুর মাওয়া প্রান্তে: [135, 951, 317, 973]
- zodiac-icon: [1316, 2063, 1328, 2075]
- column-3: [647, 145, 944, 2399]
- headline: বন্যার পানি নামছে: [730, 1910, 861, 1932]
- photo-block: [958, 997, 1127, 1150]
- info-label: আপনার জন্য সংখ্যা: [1150, 1911, 1239, 1925]
- headline: সন্দেহভাজন ভারতীয় নাগরিককে: [679, 1305, 912, 1326]
- horoscope-info-list: [1143, 1895, 1480, 1973]
- zodiac-name: বৃষ :: [1165, 2062, 1188, 2075]
- column-5: [1141, 145, 1482, 2281]
- section-divider: [1141, 807, 1482, 809]
- article-body: হজযাত্রীদের পেশা হিসেবে রেজিস্ট্রেশন। হজে গিয়ে ভিক্ষা করার অভিযোগে কয়েকজনকে আটক করেছে সৌদি পুলিশ। ধর্ম মন্ত্রণালয় বিষয়টি তদন্তের নির্দেশ দিয়েছে এবং সংশ্লিষ্ট এজেন্সির বিরুদ্ধে ব্যবস্থা নেওয়ার কথা জানিয়েছে। সংশ্লিষ্ট সূত্র জানায়, হজের ভিসায় সৌদি আরবে গিয়ে কিছু ব্যক্তি মক্কা ও মদিনায় ভিক্ষাবৃত্তিতে জড়িয়ে পড়েন। এতে দেশের ভাবমূর্তি ক্ষুণ্ণ হচ্ছে। সৌদি কর্তৃপক্ষ বিষয়টি বাংলাদেশ সরকারকে অবহিত করেছে। ধর্ম মন্ত্রণালয় জানিয়েছে, এ ধরনের কর্মকাণ্ডের সঙ্গে জড়িত এজেন্সিগুলোর লাইসেন্স বাতিল করা হবে। হজযাত্রী নিবন্ধনের সময় আরও কঠোর যাচাই-বাছাই করা হবে। প্রকৃত হজযাত্রীদের যাতে কোনো ভোগান্তি না হয় সে বিষয়েও নজর রাখা হচ্ছে। সৌদি আরবে বাংলাদেশ দূতাবাস আটক ব্যক্তিদের বিষয়ে খোঁজখবর নিচ্ছে। তাদের দেশে ফেরত পাঠানোর প্রক্রিয়া চলছে। সংশ্লিষ্টরা মনে করছেন, এ ধরনের ঘটনা রোধে এজেন্সিগুলোর ওপর নজরদারি বাড়ানো প্রয়োজন। হজ এজেন্সি মালিকদের সংগঠনও বিষয়টিকে গুরুত্বের সঙ্গে দেখছে এবং সদস্যদের সতর্ক করেছে। ভবিষ্যতে এ ধরনের ঘটনা এড়াতে প্রশিক্ষণ কার্যক্রম জোরদার করা হবে।: [647, 771, 944, 1033]
